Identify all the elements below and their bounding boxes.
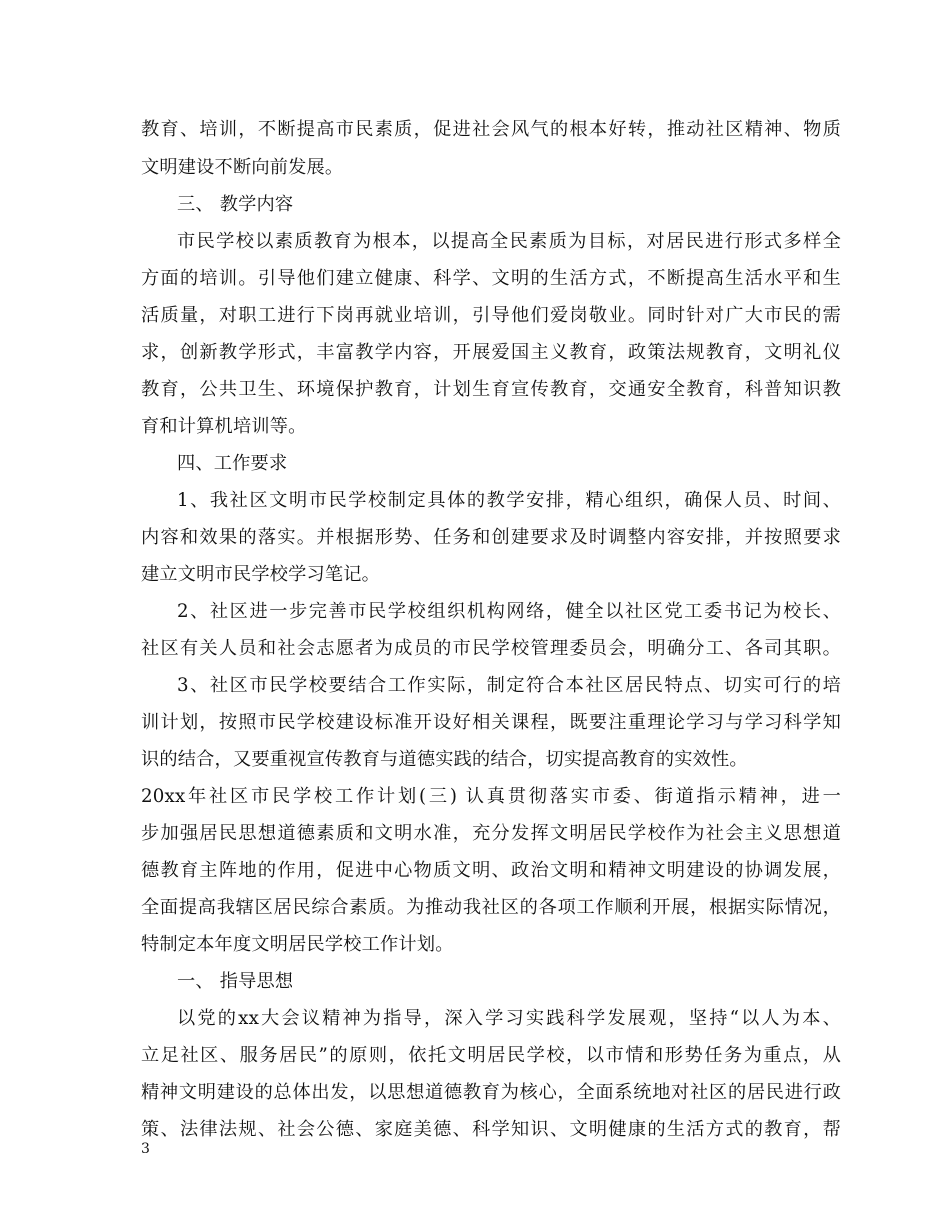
body-text-line: 内容和效果的落实。并根据形势、任务和创建要求及时调整内容安排，并按照要求 (141, 527, 841, 548)
body-text-line: 以党的xx大会议精神为指导，深入学习实践科学发展观，坚持“以人为本、 (177, 1008, 841, 1029)
body-text-line: 活质量，对职工进行下岗再就业培训，引导他们爱岗敬业。同时针对广大市民的需 (141, 305, 841, 326)
body-text-line: 立足社区、服务居民”的原则，依托文明居民学校，以市情和形势任务为重点，从 (141, 1045, 841, 1066)
body-text-line: 特制定本年度文明居民学校工作计划。 (141, 934, 454, 955)
body-text-line: 教育、培训，不断提高市民素质，促进社会风气的根本好转，推动社区精神、物质 (141, 119, 841, 140)
body-text-line: 3、社区市民学校要结合工作实际，制定符合本社区居民特点、切实可行的培 (177, 675, 841, 696)
body-text-line: 步加强居民思想道德素质和文明水准，充分发挥文明居民学校作为社会主义思想道 (141, 823, 841, 844)
body-text-line: 育和计算机培训等。 (141, 416, 307, 437)
page-number: 3 (141, 1141, 150, 1157)
body-text-line: 社区有关人员和社会志愿者为成员的市民学校管理委员会，明确分工、各司其职。 (141, 638, 841, 659)
body-text-line: 策、法律法规、社会公德、家庭美德、科学知识、文明健康的生活方式的教育，帮 (141, 1119, 841, 1140)
body-text-line: 教育，公共卫生、环境保护教育，计划生育宣传教育，交通安全教育，科普知识教 (141, 379, 841, 400)
body-text-line: 方面的培训。引导他们建立健康、科学、文明的生活方式，不断提高生活水平和生 (141, 268, 841, 289)
body-text-line: 德教育主阵地的作用，促进中心物质文明、政治文明和精神文明建设的协调发展， (141, 860, 841, 881)
body-text-line: 识的结合，又要重视宣传教育与道德实践的结合，切实提高教育的实效性。 (141, 749, 748, 770)
section-heading: 三、 教学内容 (177, 194, 294, 215)
body-text-line: 建立文明市民学校学习笔记。 (141, 564, 381, 585)
section-heading: 一、 指导思想 (177, 971, 294, 992)
body-text-line: 文明建设不断向前发展。 (141, 157, 344, 178)
body-text-line: 求，创新教学形式，丰富教学内容，开展爱国主义教育，政策法规教育，文明礼仪 (141, 342, 841, 363)
body-text-line: 1、我社区文明市民学校制定具体的教学安排，精心组织，确保人员、时间、 (177, 490, 841, 511)
body-text-line: 市民学校以素质教育为根本，以提高全民素质为目标，对居民进行形式多样全 (177, 231, 841, 252)
body-text-line: 2、社区进一步完善市民学校组织机构网络，健全以社区党工委书记为校长、 (177, 601, 841, 622)
section-heading: 四、工作要求 (177, 453, 288, 474)
body-text-line: 20xx年社区市民学校工作计划(三) 认真贯彻落实市委、街道指示精神，进一 (141, 786, 841, 807)
body-text-line: 训计划，按照市民学校建设标准开设好相关课程，既要注重理论学习与学习科学知 (141, 712, 841, 733)
body-text-line: 精神文明建设的总体出发，以思想道德教育为核心，全面系统地对社区的居民进行政 (141, 1082, 841, 1103)
body-text-line: 全面提高我辖区居民综合素质。为推动我社区的各项工作顺利开展，根据实际情况， (141, 897, 841, 918)
